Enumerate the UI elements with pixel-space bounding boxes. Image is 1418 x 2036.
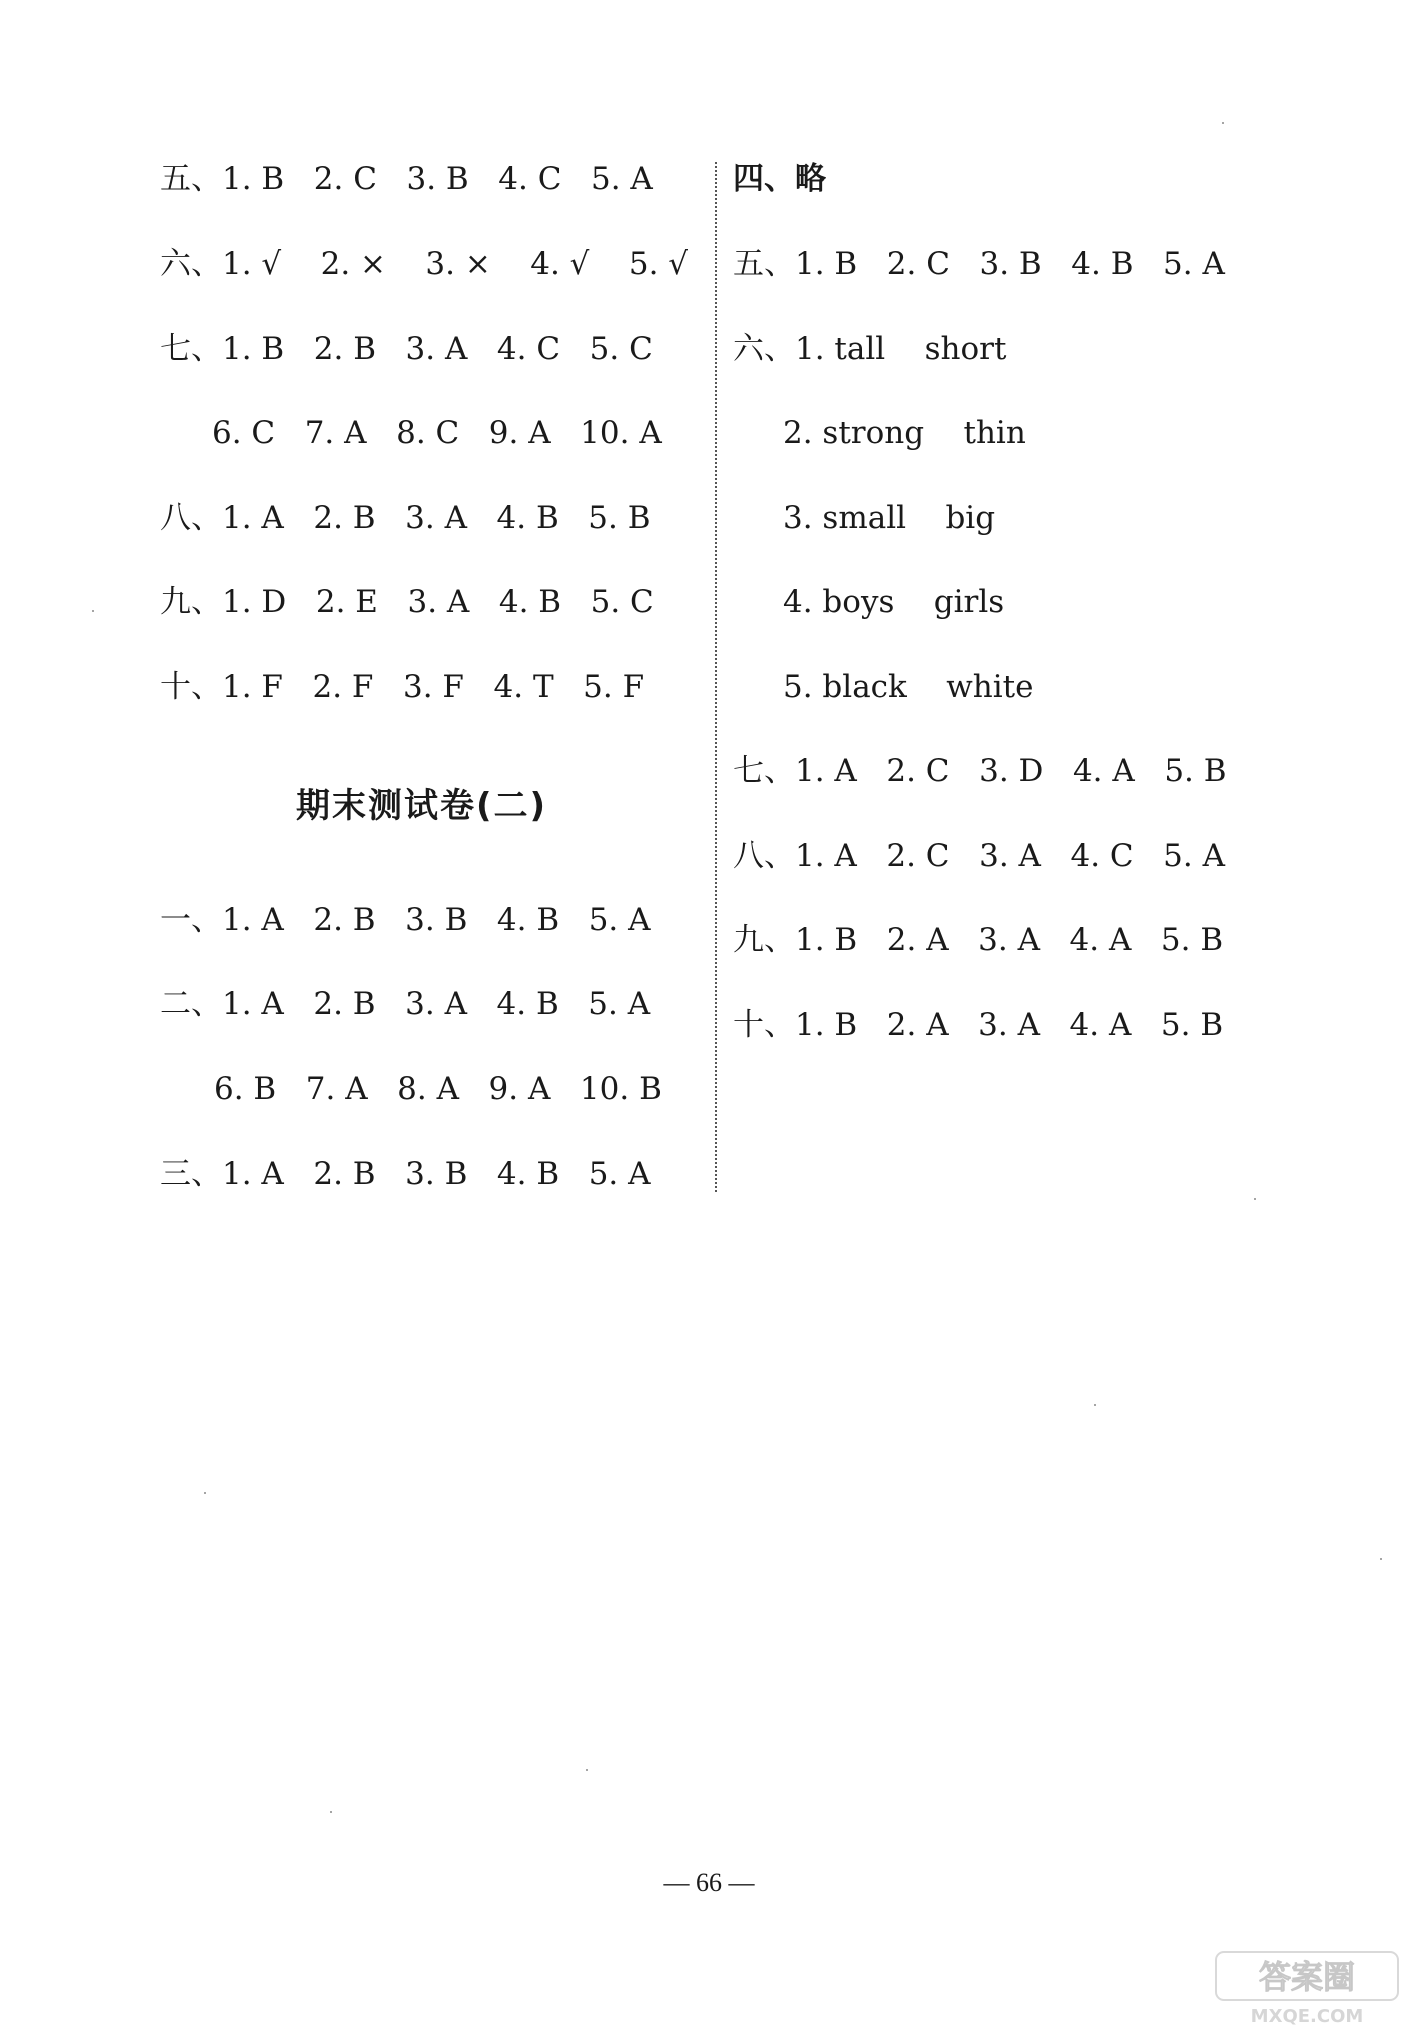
right-answer-line-7: 七、1. A 2. C 3. D 4. A 5. B <box>733 753 1227 789</box>
right-answer-line-6-2: 2. strong thin <box>783 415 1026 451</box>
right-answer-line-5: 五、1. B 2. C 3. B 4. B 5. A <box>733 246 1225 282</box>
answer-line-2-cont: 6. B 7. A 8. A 9. A 10. B <box>214 1071 662 1107</box>
answer-line-2: 二、1. A 2. B 3. A 4. B 5. A <box>160 986 651 1022</box>
right-answer-line-9: 九、1. B 2. A 3. A 4. A 5. B <box>733 922 1224 958</box>
column-divider <box>715 162 717 1192</box>
answer-line-8: 八、1. A 2. B 3. A 4. B 5. B <box>160 500 651 536</box>
answer-line-7: 七、1. B 2. B 3. A 4. C 5. C <box>160 331 653 367</box>
page-number: — 66 — <box>663 1868 755 1897</box>
answer-line-5: 五、1. B 2. C 3. B 4. C 5. A <box>160 161 653 197</box>
svg-text:MXQE.COM: MXQE.COM <box>1250 2006 1364 2027</box>
right-answer-line-8: 八、1. A 2. C 3. A 4. C 5. A <box>733 838 1226 874</box>
answer-line-10: 十、1. F 2. F 3. F 4. T 5. F <box>160 669 645 705</box>
section-title: 期末测试卷(二) <box>296 786 548 826</box>
right-answer-line-6-5: 5. black white <box>783 669 1034 705</box>
answer-line-7-cont: 6. C 7. A 8. C 9. A 10. A <box>212 415 662 451</box>
answer-line-4: 四、略 <box>733 161 826 197</box>
right-answer-line-6-4: 4. boys girls <box>783 584 1005 620</box>
answer-line-3: 三、1. A 2. B 3. B 4. B 5. A <box>160 1156 651 1192</box>
answer-line-6: 六、1. √ 2. × 3. × 4. √ 5. √ <box>160 246 689 282</box>
right-answer-line-6-3: 3. small big <box>783 500 996 536</box>
watermark-logo <box>1212 1948 1402 2028</box>
answer-line-9: 九、1. D 2. E 3. A 4. B 5. C <box>160 584 654 620</box>
svg-text:答案圈: 答案圈 <box>1258 1958 1356 1996</box>
right-answer-line-6: 六、1. tall short <box>733 331 1007 367</box>
answer-line-1: 一、1. A 2. B 3. B 4. B 5. A <box>160 902 651 938</box>
right-answer-line-10: 十、1. B 2. A 3. A 4. A 5. B <box>733 1007 1224 1043</box>
